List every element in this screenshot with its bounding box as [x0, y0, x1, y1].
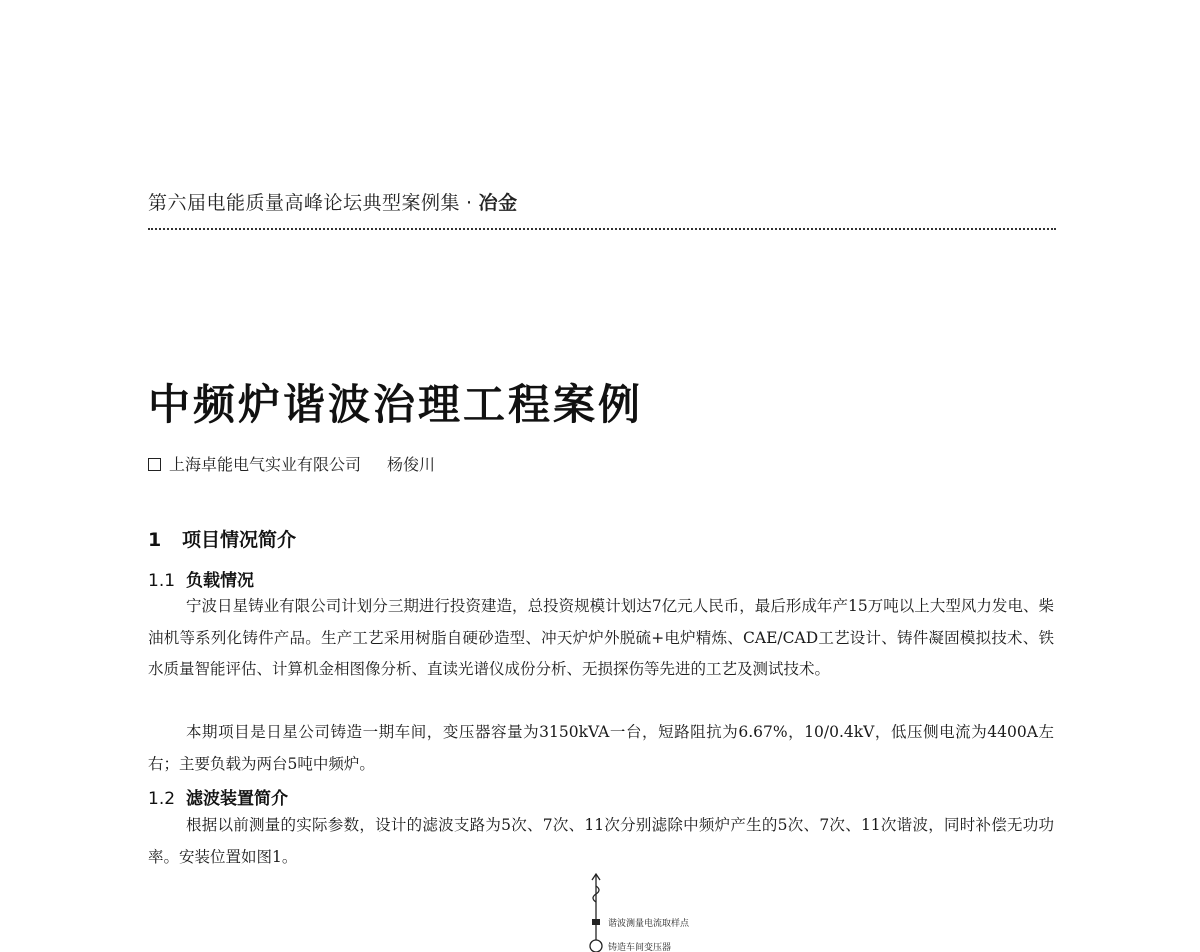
organization: 上海卓能电气实业有限公司 — [169, 455, 362, 474]
section-title: 项目情况简介 — [182, 529, 297, 551]
current-sampling-point — [592, 919, 600, 925]
section-name: 冶金 — [478, 192, 518, 214]
paragraph: 本期项目是日星公司铸造一期车间，变压器容量为3150kVA一台，短路阻抗为6.67%，10/0.4kV，低压侧电流为4400A左右；主要负载为两台5吨中频炉。 — [148, 723, 1054, 773]
subsection-heading-1-2 — [148, 784, 288, 809]
figure-label-transformer: 铸造车间变压器 — [608, 943, 672, 952]
collection-title: 第六届电能质量高峰论坛典型案例集 — [148, 192, 461, 214]
subsection-title: 滤波装置简介 — [186, 789, 288, 809]
running-header — [148, 188, 518, 215]
figure-1-diagram — [572, 872, 772, 952]
section-number: 1 — [148, 529, 162, 551]
subsection-heading-1-1 — [148, 566, 254, 591]
section-heading-1 — [148, 525, 296, 552]
paragraph: 宁波日星铸业有限公司计划分三期进行投资建造，总投资规模计划达7亿元人民币，最后形成年产15万吨以上大型风力发电、柴油机等系列化铸件产品。生产工艺采用树脂自硬砂造型、冲天炉炉外脱硫+电炉精炼、CAE/CAD工艺设计、铸件凝固模拟技术、铁水质量智能评估、计算机金相图像分析、直读光谱仪成份分析、无损探伤等先进的工艺及测试技术。 — [148, 597, 1054, 678]
author-name: 杨俊川 — [387, 455, 436, 474]
byline — [148, 452, 435, 475]
header-rule — [148, 228, 1056, 230]
subsection-number: 1.1 — [148, 571, 176, 591]
square-bullet-icon — [148, 458, 161, 471]
paragraph: 根据以前测量的实际参数，设计的滤波支路为5次、7次、11次分别滤除中频炉产生的5次、7次、11次谐波，同时补偿无功功率。安装位置如图1。 — [148, 816, 1054, 866]
transformer-symbol — [590, 940, 602, 952]
figure-label-sampling-point: 谐波测量电流取样点 — [608, 919, 690, 929]
header-separator: · — [466, 192, 473, 214]
subsection-number: 1.2 — [148, 789, 176, 809]
paper-title: 中频炉谐波治理工程案例 — [148, 380, 644, 429]
subsection-title: 负载情况 — [186, 571, 254, 591]
